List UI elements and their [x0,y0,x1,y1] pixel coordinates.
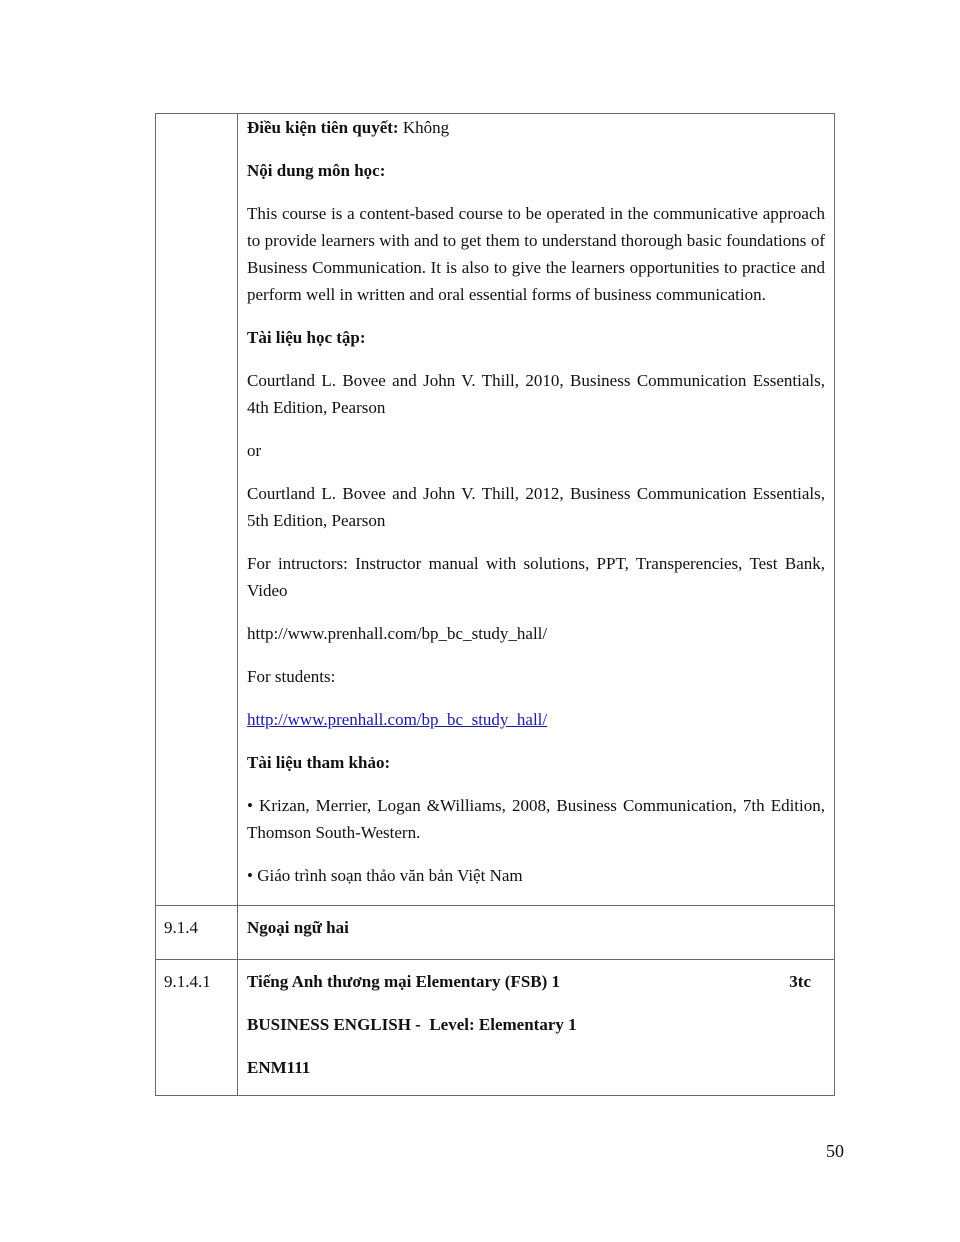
course-title: Tiếng Anh thương mại Elementary (FSB) 1 [247,972,561,991]
material-item: Courtland L. Bovee and John V. Thill, 2012, Business Communication Essentials, 5th Edition, Pearson [247,484,825,530]
reference-item: • Giáo trình soạn thảo văn bản Việt Nam [247,866,523,885]
content-heading: Nội dung môn học: [247,161,386,180]
student-link[interactable]: http://www.prenhall.com/bp_bc_study_hall/ [247,710,548,729]
prerequisite-value: Không [398,118,450,137]
material-item: Courtland L. Bovee and John V. Thill, 2010, Business Communication Essentials, 4th Edition, Pearson [247,371,825,417]
section-title: Ngoại ngữ hai [247,918,349,937]
section-title-cell [238,906,835,960]
instructor-url: http://www.prenhall.com/bp_bc_study_hall/ [247,624,548,643]
reference-item: • Krizan, Merrier, Logan &Williams, 2008, Business Communication, 7th Edition, Thomson South-Western. [247,796,825,842]
prerequisite-line [247,114,825,141]
table-row [156,906,835,960]
material-item: or [247,441,262,460]
materials-heading: Tài liệu học tập: [247,328,366,347]
course-description: This course is a content-based course to be operated in the communicative approach to provide learners with and to get them to understand thorough basic foundations of Business Communication. It is also to give the learners opportunities to practice and perform well in written and oral essential forms of business communication. [247,204,825,304]
material-item: For intructors: Instructor manual with solutions, PPT, Transperencies, Test Bank, Video [247,554,825,600]
course-table [155,113,835,1096]
course-credits: 3tc [789,972,811,991]
row-number-cell [156,114,238,906]
page-number: 50 [826,1141,844,1161]
material-item: For students: [247,667,336,686]
table-row [156,114,835,906]
course-details-cell [238,114,835,906]
row-number-cell: 9.1.4.1 [156,960,238,1096]
row-number-cell: 9.1.4 [156,906,238,960]
references-heading: Tài liệu tham khảo: [247,753,391,772]
course-english-title: BUSINESS ENGLISH - Level: Elementary 1 [247,1015,577,1034]
prerequisite-label: Điều kiện tiên quyết: [247,118,399,137]
course-code: ENM111 [247,1058,311,1077]
course-header-cell [238,960,835,1096]
table-row [156,960,835,1096]
